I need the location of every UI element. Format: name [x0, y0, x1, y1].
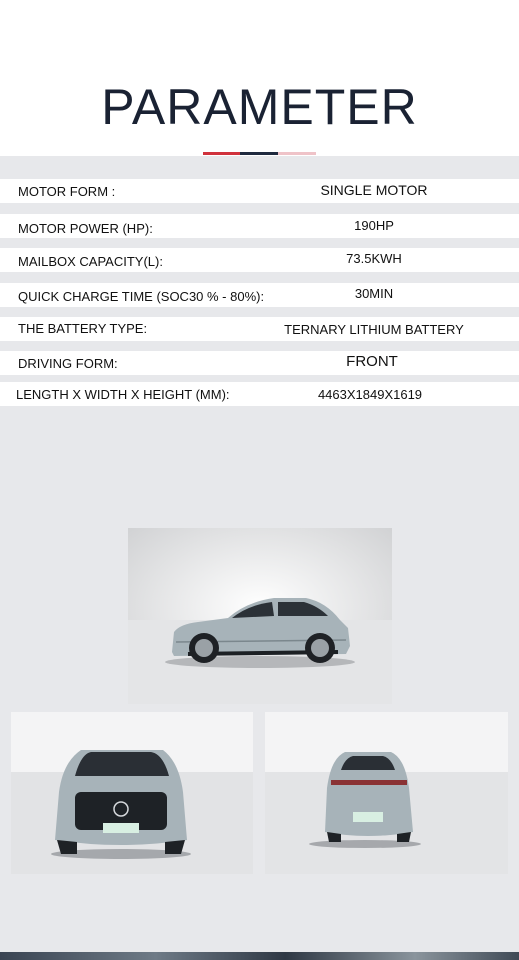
param-value: 190HP: [354, 218, 394, 233]
title-underline-red: [203, 152, 240, 155]
param-row-battery-type: [0, 317, 519, 341]
param-value: FRONT: [346, 353, 398, 370]
param-row-dimensions: [0, 382, 519, 406]
param-label: MAILBOX CAPACITY(L):: [18, 254, 163, 269]
param-value: 4463X1849X1619: [317, 387, 423, 402]
title-underline-pink: [278, 152, 316, 155]
param-label: DRIVING FORM:: [18, 356, 118, 371]
car-front-icon: [11, 712, 253, 874]
param-value: 73.5KWH: [346, 251, 402, 266]
param-label: LENGTH X WIDTH X HEIGHT (MM):: [16, 387, 230, 402]
car-rear-photo: [265, 712, 508, 874]
param-label: THE BATTERY TYPE:: [18, 321, 148, 336]
page-title: PARAMETER: [101, 79, 418, 135]
param-value: SINGLE MOTOR: [320, 182, 428, 198]
param-row-driving-form: [0, 351, 519, 375]
param-label: MOTOR POWER (HP):: [18, 221, 153, 236]
param-row-battery-capacity: [0, 248, 519, 272]
car-rear-icon: [265, 712, 508, 874]
bottom-photo-strip: [0, 952, 519, 960]
param-label: MOTOR FORM :: [18, 184, 116, 199]
car-side-icon: [128, 528, 392, 704]
param-value: TERNARY LITHIUM BATTERY: [284, 322, 464, 337]
car-front-photo: [11, 712, 253, 874]
param-row-quick-charge: [0, 283, 519, 307]
param-value: 30MIN: [354, 286, 394, 301]
param-label: QUICK CHARGE TIME (SOC30 % - 80%):: [18, 289, 265, 304]
param-row-motor-power: [0, 214, 519, 238]
param-row-motor-form: [0, 179, 519, 203]
title-underline-navy: [240, 152, 278, 155]
car-side-photo: [128, 528, 392, 704]
